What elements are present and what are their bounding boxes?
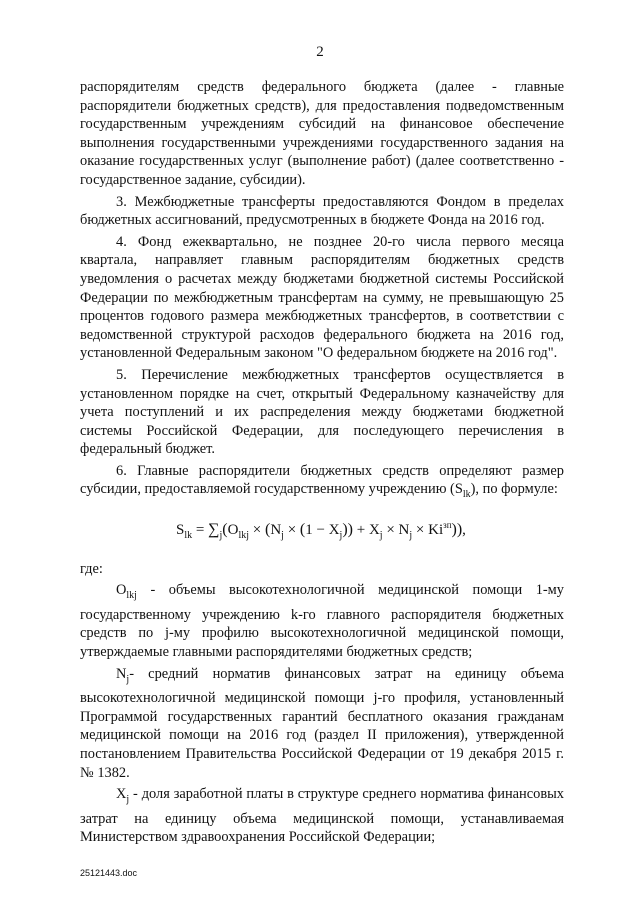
op: × bbox=[283, 522, 300, 539]
sum-symbol: ∑ bbox=[208, 521, 220, 539]
paren: ) bbox=[342, 521, 348, 539]
page-number: 2 bbox=[316, 44, 324, 60]
formula bbox=[80, 516, 564, 546]
formula-x: X bbox=[368, 522, 380, 539]
formula-one: 1 bbox=[305, 522, 313, 539]
definition-o-text: - объемы высокотехнологичной медицинской помощи 1-му государственному учреждению k-го главного распорядителя бюджетных средств по j-му профилю высокотехнологичной медицинской помощи, утверждаемые главными распорядителями бюджетных средств; bbox=[80, 582, 564, 661]
op: × bbox=[249, 522, 265, 539]
paragraph-continuation: распорядителям средств федерального бюджета (далее - главные распорядители бюджетных средств), для предоставления подведомственным государственным учреждениям субсидий на финансовое обеспечение выполнения государственными учреждениями государственного задания на оказание государственных услуг (выполнение работ) (далее соответственно - государственное задание, субсидии). bbox=[80, 79, 564, 188]
document-body bbox=[80, 78, 564, 847]
definition-x-text: - доля заработной платы в структуре среднего норматива финансовых затрат на единицу объема медицинской помощи, устанавливаемая Министерством здравоохранения Российской Федерации; bbox=[80, 786, 564, 846]
var-x: X bbox=[116, 786, 127, 803]
formula-n: N bbox=[270, 522, 282, 539]
formula-o: O bbox=[227, 522, 239, 539]
formula-ki-sup: зп bbox=[443, 520, 452, 531]
formula-x-sub: j bbox=[339, 530, 343, 542]
formula-n-sub: j bbox=[409, 530, 413, 542]
paren: ) bbox=[347, 521, 353, 539]
var-n: N bbox=[116, 665, 127, 682]
definition-x bbox=[80, 785, 564, 847]
op: × bbox=[382, 522, 399, 539]
paragraph-6 bbox=[80, 462, 564, 505]
var-o: O bbox=[116, 582, 127, 599]
paragraph-6-end: ), по формуле: bbox=[470, 481, 558, 498]
paragraph-6-text: 6. Главные распорядители бюджетных средств определяют размер субсидии, предоставляемой государственному учреждению (S bbox=[80, 462, 564, 498]
footer-filename: 25121443.doc bbox=[80, 868, 138, 878]
paren: ( bbox=[264, 521, 271, 539]
op: + bbox=[352, 522, 369, 539]
var-x-sub: j bbox=[126, 794, 130, 806]
paragraph-4: 4. Фонд ежеквартально, не позднее 20-го числа первого месяца квартала, направляет главным распорядителям бюджетных средств уведомления о расчетах между бюджетами бюджетной системы Российской Федерации по межбюджетным трансфертам на сумму, не превышающую 25 процентов годового размера межбюджетных трансфертов, в соответствии с ведомственной структурой расходов федерального бюджета на 2016 год, установленной Федеральным законом "О федеральном бюджете на 2016 год". bbox=[80, 233, 564, 362]
formula-lhs: S bbox=[176, 522, 185, 539]
var-n-sub: j bbox=[126, 673, 130, 685]
op: × bbox=[412, 522, 429, 539]
paren: ) bbox=[451, 521, 457, 539]
formula-n: N bbox=[398, 522, 410, 539]
paragraph-3: 3. Межбюджетные трансферты предоставляются Фондом в пределах бюджетных ассигнований, предусмотренных в бюджете Фонда на 2016 год. bbox=[80, 193, 564, 229]
formula-end: , bbox=[462, 522, 466, 539]
formula-lhs-sub: lk bbox=[184, 530, 193, 542]
definition-n-text: - средний норматив финансовых затрат на единицу объема высокотехнологичной медицинской помощи j-го профиля, установленный Программой государственных гарантий бесплатного оказания гражданам медицинской помощи на 2016 год (раздел II приложения), утвержденной постановлением Правительства Российской Федерации от 19 декабря 2015 г. № 1382. bbox=[80, 665, 564, 781]
var-o-sub: lkj bbox=[126, 590, 137, 602]
where-label: где: bbox=[80, 560, 103, 577]
formula-o-sub: lkj bbox=[238, 530, 250, 542]
subscript: lk bbox=[462, 489, 471, 501]
definition-o bbox=[80, 581, 564, 661]
formula-eq: = bbox=[192, 522, 209, 539]
op: − bbox=[312, 522, 329, 539]
paren: ( bbox=[299, 521, 306, 539]
paragraph-5: 5. Перечисление межбюджетных трансфертов осуществляется в установленном порядке на счет, открытый Федеральному казначейству для учета поступлений и их распределения между бюджетами бюджетной системы Российской Федерации, для последующего перечисления в федеральный бюджет. bbox=[80, 366, 564, 458]
paren: ( bbox=[222, 521, 228, 539]
definition-n bbox=[80, 665, 564, 783]
formula-ki: Ki bbox=[428, 522, 444, 539]
paren: ) bbox=[456, 521, 463, 539]
formula-x-sub: j bbox=[379, 530, 383, 542]
sum-index: j bbox=[219, 530, 223, 542]
formula-x: X bbox=[328, 522, 340, 539]
formula-n-sub: j bbox=[281, 530, 284, 542]
